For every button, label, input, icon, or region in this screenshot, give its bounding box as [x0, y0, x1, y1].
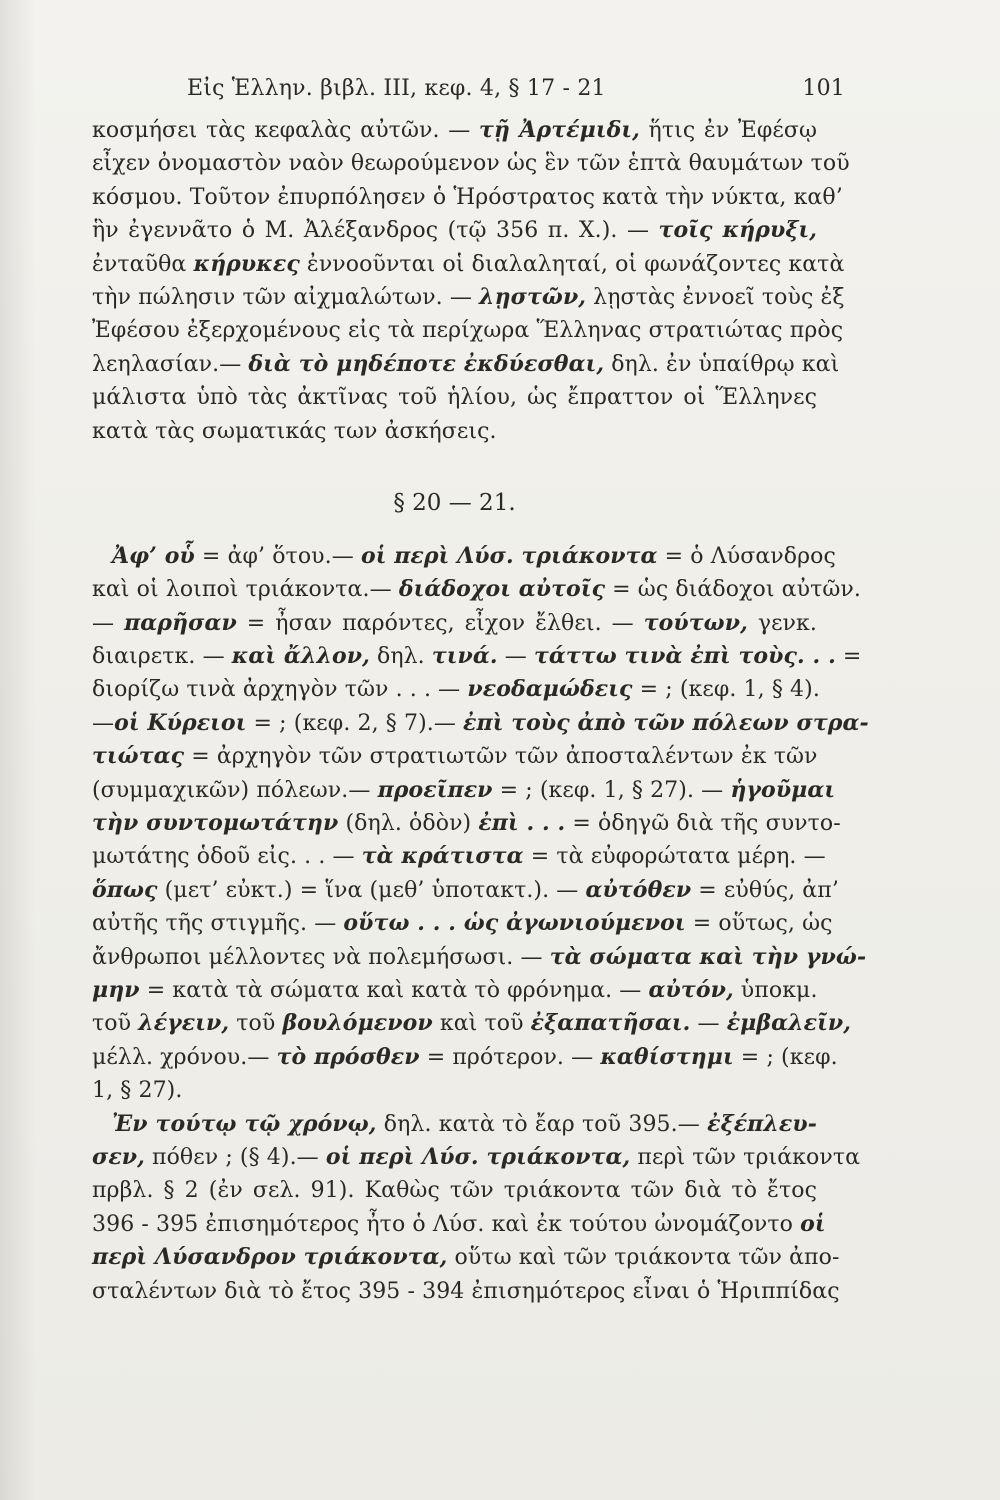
gloss-text: = οὕτως, ὡς — [685, 911, 833, 937]
lemma: ἐπὶ τοὺς ἀπὸ τῶν πόλεων στρα- — [463, 709, 869, 736]
gloss-text: — — [92, 710, 115, 736]
lemma: αὐτόν, — [648, 976, 734, 1003]
gloss-text: πρβλ. § 2 (ἐν σελ. 91). Καθὼς τῶν τριάκοντα τῶν διὰ τὸ ἔτος — [92, 1178, 817, 1204]
text-line — [92, 1174, 817, 1207]
lemma: ἐξέπλευ- — [707, 1110, 817, 1137]
text-line — [92, 214, 817, 247]
gloss-text: Ἐφέσου ἐξερχομένους εἰς τὰ περίχωρα Ἕλληνας στρατιώτας πρὸς — [92, 318, 844, 344]
text-line — [92, 740, 817, 773]
text-line — [92, 181, 843, 214]
text-line — [92, 974, 817, 1007]
gloss-text: (δηλ. ὁδὸν) — [338, 811, 479, 837]
lemma: διὰ τὸ μηδέποτε ἐκδύεσθαι, — [248, 350, 605, 377]
gloss-text: πόθεν ; (§ 4).— — [144, 1144, 326, 1170]
lemma: οἱ — [800, 1210, 826, 1237]
commentary-block-b — [92, 540, 869, 1308]
gloss-text: διαιρετκ. — — [92, 644, 232, 670]
gloss-text: περὶ τῶν τριάκοντα — [630, 1144, 861, 1170]
gloss-text: τὴν πώλησιν τῶν αἰχμαλώτων. — — [92, 284, 480, 310]
gloss-text: μάλιστα ὑπὸ τὰς ἀκτῖνας τοῦ ἡλίου, ὡς ἔπραττον οἱ Ἕλληνες — [92, 385, 817, 411]
gloss-text: καὶ τοῦ — [432, 1011, 531, 1037]
lemma: αὐτόθεν — [585, 876, 692, 903]
gloss-text: (μετ’ εὐκτ.) = ἵνα (μεθ’ ὑποτακτ.). — — [157, 877, 586, 903]
text-line — [92, 607, 817, 640]
text-line — [92, 1208, 826, 1241]
text-line — [92, 114, 817, 147]
text-line — [92, 281, 845, 314]
gloss-text: ἥτις ἐν Ἐφέσῳ — [639, 118, 818, 143]
gloss-text: ἐνταῦθα — [92, 251, 194, 277]
text-line — [92, 807, 841, 840]
lemma: τινά. — [431, 643, 498, 670]
text-line — [92, 1241, 840, 1274]
lemma: τὰ κράτιστα — [361, 843, 524, 870]
lemma: Ἐν τούτῳ τῷ χρόνῳ, — [112, 1110, 377, 1137]
gloss-text: ὑποκμ. — [733, 977, 818, 1003]
text-line — [92, 1275, 840, 1308]
lemma: τούτων, — [643, 609, 748, 636]
gloss-text: = τὰ εὐφορώτατα μέρη. — — [523, 844, 826, 870]
running-title: Εἰς Ἑλλην. βιβλ. III, κεφ. 4, § 17 - 21 — [187, 76, 606, 101]
lemma: τὴν συντομωτάτην — [92, 810, 339, 837]
gloss-text: δηλ. — [369, 644, 432, 670]
text-line — [92, 540, 836, 573]
gloss-text: 396 - 395 ἐπισημότερος ἦτο ὁ Λύσ. καὶ ἐκ τούτου ὠνομάζοντο — [92, 1211, 801, 1237]
text-line — [92, 640, 862, 673]
gloss-text: = ὁ Λύσανδρος — [657, 543, 836, 569]
gloss-text: σταλέντων διὰ τὸ ἔτος 395 - 394 ἐπισημότερος εἶναι ὁ Ἡριππίδας — [92, 1278, 840, 1304]
text-line — [92, 348, 840, 381]
lemma: ἐξαπατῆσαι. — [530, 1010, 691, 1037]
gloss-text: αὐτῆς τῆς στιγμῆς. — — [92, 911, 344, 937]
gloss-text: (συμμαχικῶν) πόλεων.— — [92, 777, 378, 803]
section-heading: § 20 — 21. — [393, 489, 516, 516]
gloss-text: = ὡς διάδοχοι αὐτῶν. — [605, 577, 861, 603]
lemma: διάδοχοι αὐτοῖς — [398, 576, 606, 603]
gloss-text: ἄνθρωποι μέλλοντες νὰ πολεμήσωσι. — — [92, 944, 550, 970]
gloss-text: δηλ. κατὰ τὸ ἔαρ τοῦ 395.— — [376, 1111, 708, 1137]
gloss-text: = πρότερον. — — [419, 1044, 601, 1070]
lemma: τάττω τινὰ ἐπὶ τοὺς. . . — [533, 643, 836, 670]
gloss-text: κοσμήσει τὰς κεφαλὰς αὐτῶν. — — [92, 118, 480, 143]
text-line — [92, 707, 869, 740]
gloss-text: εἶχεν ὀνομαστὸν ναὸν θεωρούμενον ὡς ἓν τῶν ἑπτὰ θαυμάτων τοῦ — [92, 151, 850, 177]
lemma: τῇ Ἀρτέμιδι, — [479, 117, 640, 143]
gloss-text: = ἦσαν παρόντες, εἶχον ἔλθει. — — [236, 610, 644, 636]
lemma: τὰ σώματα καὶ τὴν γνώ- — [549, 943, 867, 970]
gloss-text: λῃστὰς ἐννοεῖ τοὺς ἐξ — [586, 284, 845, 310]
text-line — [92, 415, 817, 448]
gloss-text: κόσμου. Τοῦτον ἐπυρπόλησεν ὁ Ἡρόστρατος κατὰ τὴν νύκτα, καθ’ — [92, 184, 843, 210]
gloss-text: = ὁδηγῶ διὰ τῆς συντο- — [565, 811, 841, 837]
lemma: νεοδαμώδεις — [467, 676, 633, 703]
lemma: προεῖπεν — [377, 776, 493, 803]
lemma: οὕτω . . . ὡς ἀγωνιούμενοι — [343, 910, 686, 937]
gloss-text: τοῦ — [92, 1011, 139, 1037]
text-line — [92, 774, 836, 807]
lemma: μην — [92, 976, 140, 1003]
gloss-text: = ἀφ’ ὅτου.— — [194, 543, 361, 569]
gloss-text: = κατὰ τὰ σώματα καὶ κατὰ τὸ φρόνημα. — — [139, 977, 649, 1003]
gloss-text: ἣν ἐγεννᾶτο ὁ Μ. Ἀλέξανδρος (τῷ 356 π. Χ.). — — [92, 218, 659, 244]
text-line — [92, 673, 820, 706]
gloss-text: = ; (κεφ. 2, § 7).— — [246, 710, 464, 736]
lemma: τοῖς κήρυξι, — [658, 217, 818, 244]
gloss-text: — — [497, 644, 534, 670]
lemma: τιώτας — [92, 743, 185, 770]
lemma: λέγειν, — [138, 1010, 230, 1037]
text-line — [92, 147, 850, 180]
gloss-text: — — [92, 610, 125, 636]
text-line — [92, 314, 844, 347]
gloss-text: = ; (κεφ. — [733, 1044, 838, 1070]
commentary-block-a — [92, 114, 850, 448]
text-line — [92, 573, 861, 606]
gloss-text: μέλλ. χρόνου.— — [92, 1044, 277, 1070]
text-line — [92, 907, 833, 940]
text-line — [92, 1108, 817, 1141]
gloss-text: λεηλασίαν.— — [92, 351, 249, 377]
gloss-text: = ἀρχηγὸν τῶν στρατιωτῶν τῶν ἀποσταλέντων ἐκ τῶν — [184, 744, 818, 770]
gloss-text: γενκ. — [747, 610, 817, 636]
lemma: τὸ πρόσθεν — [276, 1043, 420, 1070]
text-line — [92, 1007, 851, 1040]
lemma: οἱ περὶ Λύσ. τριάκοντα, — [325, 1143, 631, 1170]
lemma: ἡγοῦμαι — [730, 776, 836, 803]
gloss-text: ἐννοοῦνται οἱ διαλαληταί, οἱ φωνάζοντες κατὰ — [299, 251, 845, 277]
text-line — [92, 941, 867, 974]
lemma: λῃστῶν, — [479, 283, 587, 310]
text-line — [92, 1041, 838, 1074]
text-line — [92, 840, 826, 873]
lemma: Ἀφ’ οὗ — [112, 542, 195, 569]
gloss-text: = εὐθύς, ἀπ’ — [691, 877, 839, 903]
gloss-text: 1, § 27). — [92, 1078, 183, 1104]
gloss-text: κατὰ τὰς σωματικάς των ἀσκήσεις. — [92, 418, 497, 444]
gloss-text: = ; (κεφ. 1, § 4). — [632, 677, 820, 703]
lemma: οἱ Κύρειοι — [114, 709, 247, 736]
lemma: παρῆσαν — [124, 609, 237, 636]
text-line — [92, 1074, 817, 1107]
gloss-text: = — [835, 644, 862, 670]
gloss-text: δηλ. ἐν ὑπαίθρῳ καὶ — [604, 351, 840, 377]
gloss-text: = ; (κεφ. 1, § 27). — — [492, 777, 731, 803]
gloss-text: διορίζω τινὰ ἀρχηγὸν τῶν . . . — — [92, 677, 468, 703]
lemma: οἱ περὶ Λύσ. τριάκοντα — [360, 542, 658, 569]
lemma: βουλόμενον — [282, 1010, 433, 1037]
lemma: σεν, — [92, 1143, 145, 1170]
lemma: ὅπως — [92, 876, 158, 903]
text-line — [92, 381, 817, 414]
text-line — [92, 248, 845, 281]
lemma: περὶ Λύσανδρον τριάκοντα, — [92, 1244, 448, 1271]
gloss-text: καὶ οἱ λοιποὶ τριάκοντα.— — [92, 577, 399, 603]
gloss-text: — — [690, 1011, 727, 1037]
text-line — [92, 1141, 861, 1174]
running-head — [92, 66, 845, 114]
lemma: ἐπὶ . . . — [478, 810, 566, 837]
gloss-text: τοῦ — [229, 1011, 283, 1037]
gloss-text: μωτάτης ὁδοῦ εἰς. . . — — [92, 844, 362, 870]
lemma: ἐμβαλεῖν, — [726, 1010, 851, 1037]
gloss-text: οὕτω καὶ τῶν τριάκοντα τῶν ἀπο- — [447, 1245, 840, 1271]
lemma: καθίστημι — [600, 1043, 734, 1070]
text-line — [92, 874, 839, 907]
lemma: κήρυκες — [193, 250, 300, 277]
page-number: 101 — [802, 76, 845, 101]
lemma: καὶ ἄλλον, — [231, 643, 370, 670]
